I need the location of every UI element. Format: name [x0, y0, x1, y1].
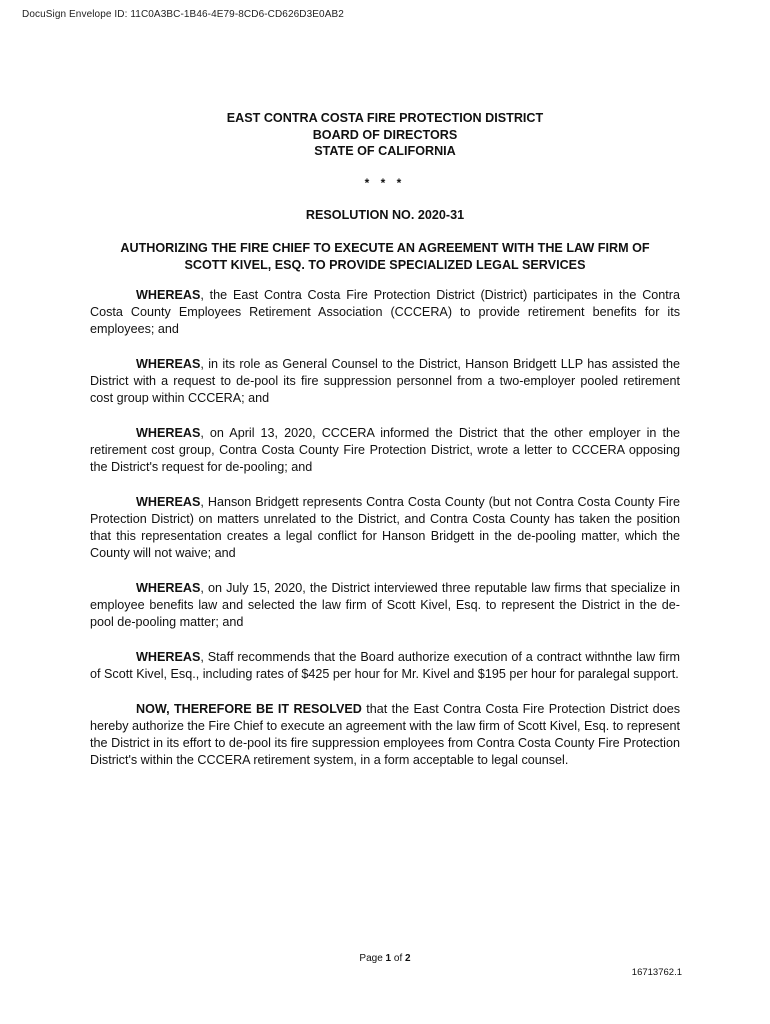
- heading-state: STATE OF CALIFORNIA: [314, 144, 456, 158]
- section-separator: * * *: [364, 176, 406, 190]
- paragraph-text: that the East Contra Costa Fire Protection District does hereby authorize the Fire Chief to execute an agreement with the law firm of Scott Kivel, Esq. to represent the District in its effort to de-pool its fire suppression employees from Contra Costa County Fire Protection District's within the CCCERA retirement system, in a form acceptable to legal counsel.: [90, 702, 680, 767]
- resolution-title-line-1: AUTHORIZING THE FIRE CHIEF TO EXECUTE AN AGREEMENT WITH THE LAW FIRM OF: [120, 241, 650, 255]
- paragraph-lead: WHEREAS: [136, 357, 201, 371]
- resolution-number: RESOLUTION NO. 2020-31: [305, 208, 465, 222]
- whereas-paragraph-2: [90, 356, 680, 407]
- whereas-paragraph-5: [90, 580, 680, 631]
- heading-board: BOARD OF DIRECTORS: [312, 127, 458, 142]
- document-heading: [90, 110, 680, 160]
- whereas-paragraph-6: [90, 649, 680, 683]
- page-current: 1: [385, 953, 392, 964]
- paragraph-lead: WHEREAS: [136, 426, 201, 440]
- paragraph-lead: NOW, THEREFORE BE IT RESOLVED: [136, 702, 362, 716]
- page-total: 2: [405, 953, 411, 964]
- resolved-paragraph: [90, 701, 680, 769]
- docusign-envelope-id: DocuSign Envelope ID: 11C0A3BC-1B46-4E79-8CD6-CD626D3E0AB2: [22, 9, 344, 20]
- paragraph-lead: WHEREAS: [136, 495, 201, 509]
- whereas-paragraph-3: [90, 425, 680, 476]
- resolution-title-line-2: SCOTT KIVEL, ESQ. TO PROVIDE SPECIALIZED LEGAL SERVICES: [184, 258, 586, 272]
- paragraph-lead: WHEREAS: [136, 581, 201, 595]
- paragraph-text: , on April 13, 2020, CCCERA informed the District that the other employer in the retirement cost group, Contra Costa County Fire Protection District, wrote a letter to CCCERA opposing the District's request for de-pooling; and: [90, 426, 680, 474]
- paragraph-lead: WHEREAS: [136, 650, 201, 664]
- resolution-body: [90, 287, 680, 787]
- whereas-paragraph-1: [90, 287, 680, 338]
- paragraph-text: , Staff recommends that the Board authorize execution of a contract withnthe law firm of Scott Kivel, Esq., including rates of $425 per hour for Mr. Kivel and $195 per hour for paralegal support.: [90, 650, 680, 681]
- heading-district-name: EAST CONTRA COSTA FIRE PROTECTION DISTRICT: [226, 111, 544, 125]
- page-of: of: [393, 953, 403, 964]
- page-word: Page: [359, 953, 383, 964]
- paragraph-lead: WHEREAS: [136, 288, 201, 302]
- whereas-paragraph-4: [90, 494, 680, 562]
- document-number: 16713762.1: [631, 967, 682, 978]
- resolution-title: [90, 240, 680, 274]
- paragraph-text: , the East Contra Costa Fire Protection District (District) participates in the Contra Costa County Employees Retirement Association (CCCERA) to provide retirement benefits for its employees; and: [90, 288, 680, 336]
- page-number: [0, 953, 770, 964]
- paragraph-text: , on July 15, 2020, the District interviewed three reputable law firms that specialize in employee benefits law and selected the law firm of Scott Kivel, Esq. to represent the District in the de-pool de-pooling matter; and: [90, 581, 680, 629]
- paragraph-text: , in its role as General Counsel to the District, Hanson Bridgett LLP has assisted the District with a request to de-pool its fire suppression personnel from a two-employer pooled retirement cost group within CCCERA; and: [90, 357, 680, 405]
- paragraph-text: , Hanson Bridgett represents Contra Costa County (but not Contra Costa County Fire Protection District) on matters unrelated to the District, and Contra Costa County has taken the position that this representation creates a legal conflict for Hanson Bridgett in the de-pooling matter, which the County will not waive; and: [90, 495, 680, 560]
